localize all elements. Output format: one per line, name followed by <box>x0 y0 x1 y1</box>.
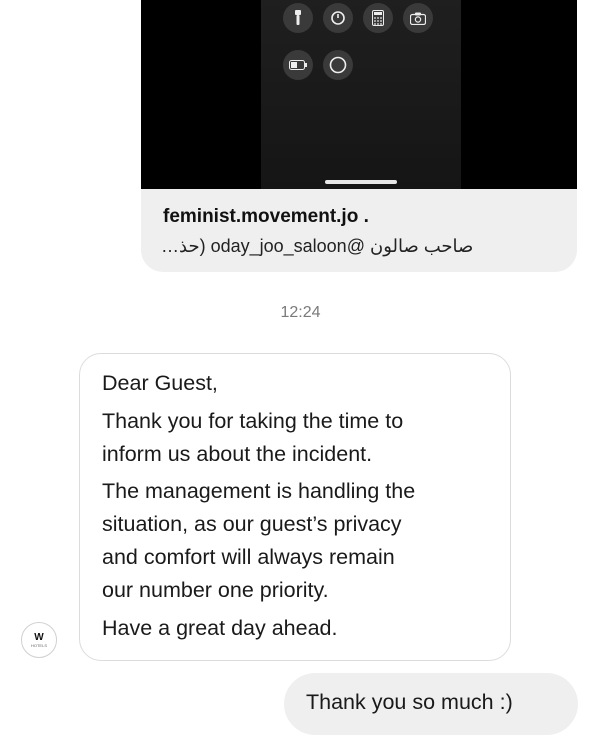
message-line: inform us about the incident. <box>102 442 373 466</box>
flashlight-icon <box>283 3 313 33</box>
camera-icon <box>403 3 433 33</box>
message-line: and comfort will always remain <box>102 545 395 569</box>
record-icon <box>323 50 353 80</box>
message-line: Have a great day ahead. <box>102 616 338 640</box>
message-line: The management is handling the <box>102 479 416 503</box>
timer-icon <box>323 3 353 33</box>
calculator-icon <box>363 3 393 33</box>
message-line: our number one priority. <box>102 578 329 602</box>
home-indicator <box>325 180 397 184</box>
shared-post-author[interactable]: feminist.movement.jo . <box>163 206 369 227</box>
outgoing-message-text: Thank you so much :) <box>306 690 513 714</box>
shared-post-caption: صاحب صالون @oday_joo_saloon (حذ… <box>161 236 474 256</box>
outgoing-message-bubble[interactable] <box>284 673 578 735</box>
incoming-message-bubble[interactable] <box>79 353 511 661</box>
avatar-subtext: HOTELS <box>30 642 47 648</box>
message-line: Dear Guest, <box>102 371 218 395</box>
message-timestamp: 12:24 <box>280 304 321 321</box>
control-center-screenshot <box>261 0 461 189</box>
shared-post-media[interactable] <box>141 0 577 189</box>
battery-icon <box>283 50 313 80</box>
shared-post-card[interactable] <box>141 0 577 272</box>
avatar-letter: W <box>34 631 44 643</box>
message-line: Thank you for taking the time to <box>102 409 404 433</box>
avatar[interactable] <box>21 622 57 658</box>
message-line: situation, as our guest’s privacy <box>102 512 402 536</box>
